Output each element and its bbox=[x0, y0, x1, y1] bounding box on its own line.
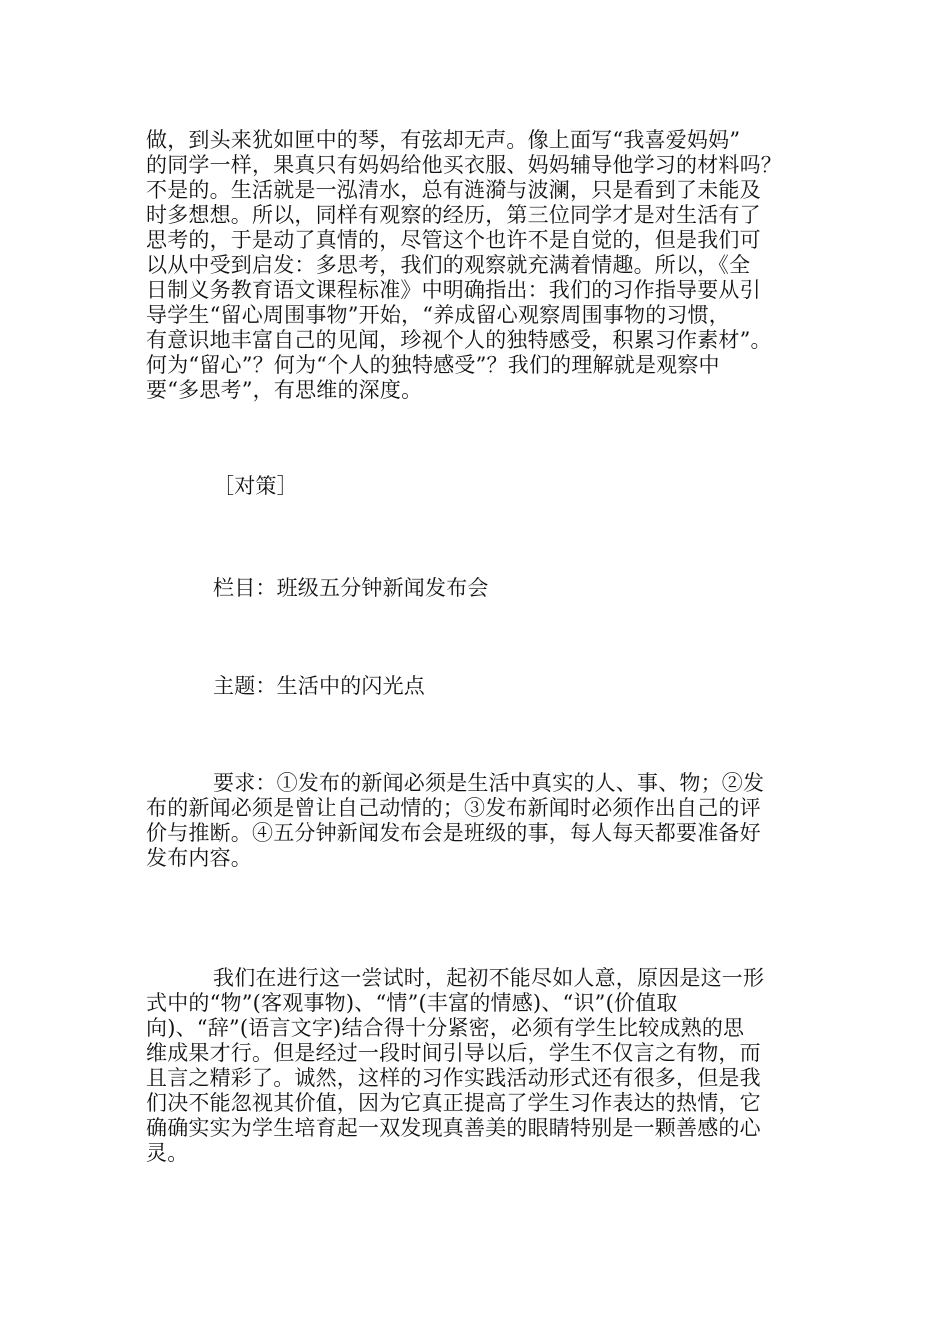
paragraph-last-line: 灵。 bbox=[146, 1141, 189, 1165]
column-line: 栏目：班级五分钟新闻发布会 bbox=[213, 576, 489, 600]
paragraph-1-line: 何为“留心”？何为“个人的独特感受”？我们的理解就是观察中 bbox=[146, 353, 720, 377]
paragraph-1-line: 思考的，于是动了真情的，尽管这个也许不是自觉的，但是我们可 bbox=[146, 228, 761, 252]
requirements-line: 要求：①发布的新闻必须是生活中真实的人、事、物；②发 bbox=[213, 771, 765, 795]
paragraph-last-line: 我们在进行这一尝试时，起初不能尽如人意，原因是这一形 bbox=[213, 966, 765, 990]
paragraph-1-line: 导学生“留心周围事物”开始，“养成留心观察周围事物的习惯， bbox=[146, 303, 731, 327]
section-heading: ［对策］ bbox=[213, 474, 298, 498]
paragraph-1-line: 做，到头来犹如匣中的琴，有弦却无声。像上面写“我喜爱妈妈” bbox=[146, 128, 741, 152]
theme-line: 主题：生活中的闪光点 bbox=[213, 674, 425, 698]
requirements-line: 价与推断。④五分钟新闻发布会是班级的事，每人每天都要准备好 bbox=[146, 821, 761, 845]
paragraph-last-line: 们决不能忽视其价值，因为它真正提高了学生习作表达的热情，它 bbox=[146, 1091, 761, 1115]
paragraph-last-line: 维成果才行。但是经过一段时间引导以后，学生不仅言之有物，而 bbox=[146, 1041, 761, 1065]
paragraph-1-line: 时多想想。所以，同样有观察的经历，第三位同学才是对生活有了 bbox=[146, 203, 761, 227]
paragraph-1-line: 要“多思考”，有思维的深度。 bbox=[146, 378, 423, 402]
paragraph-last-line: 确确实实为学生培育起一双发现真善美的眼睛特别是一颗善感的心 bbox=[146, 1116, 761, 1140]
paragraph-1-line: 以从中受到启发：多思考，我们的观察就充满着情趣。所以，《全 bbox=[146, 253, 751, 277]
paragraph-1-line: 的同学一样，果真只有妈妈给他买衣服、妈妈辅导他学习的材料吗？ bbox=[146, 153, 782, 177]
paragraph-1-line: 日制义务教育语文课程标准》中明确指出：我们的习作指导要从引 bbox=[146, 278, 761, 302]
paragraph-1-line: 有意识地丰富自己的见闻，珍视个人的独特感受，积累习作素材”。 bbox=[146, 328, 772, 352]
paragraph-last-line: 且言之精彩了。诚然，这样的习作实践活动形式还有很多，但是我 bbox=[146, 1066, 761, 1090]
requirements-line: 布的新闻必须是曾让自己动情的；③发布新闻时必须作出自己的评 bbox=[146, 796, 761, 820]
paragraph-last-line: 式中的“物”(客观事物)、“情”(丰富的情感)、“识”(价值取 bbox=[146, 991, 678, 1015]
paragraph-1-line: 不是的。生活就是一泓清水，总有涟漪与波澜，只是看到了未能及 bbox=[146, 178, 761, 202]
requirements-line: 发布内容。 bbox=[146, 846, 252, 870]
paragraph-last-line: 向)、“辞”(语言文字)结合得十分紧密，必须有学生比较成熟的思 bbox=[146, 1016, 745, 1040]
